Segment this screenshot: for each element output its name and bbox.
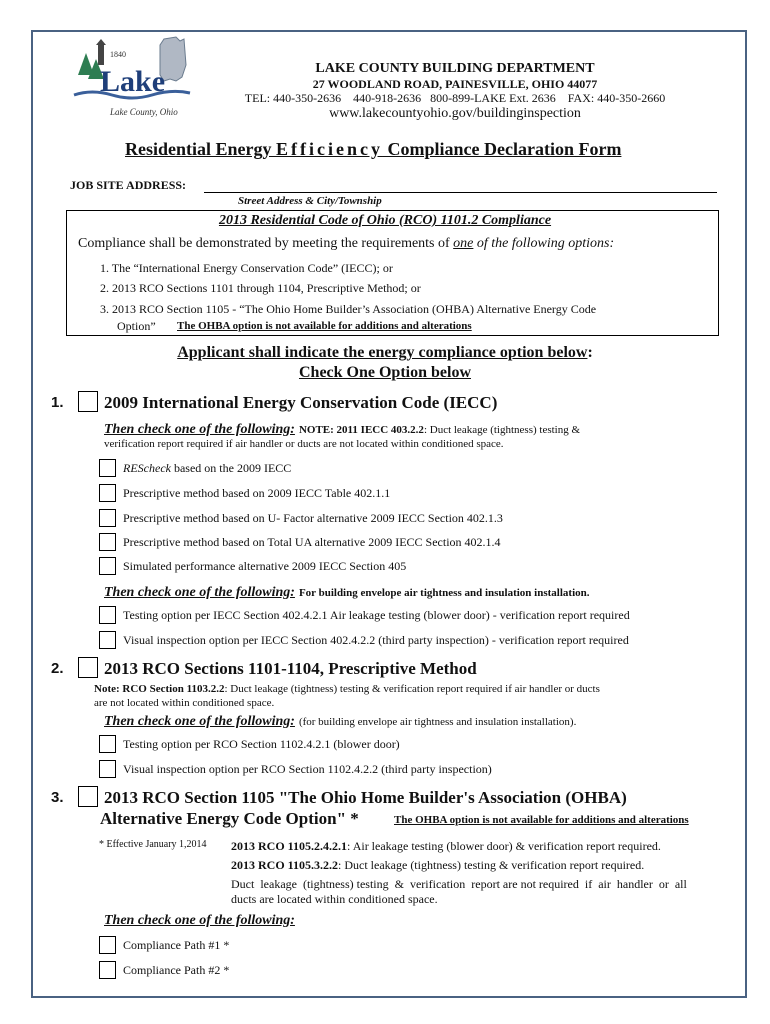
- option-2-number: 2.: [51, 660, 64, 677]
- option-3-requirement-1: 2013 RCO 1105.2.4.2.1: Air leakage testing (blower door) & verification report required.: [231, 839, 661, 853]
- option-1-item-label: Prescriptive method based on Total UA alternative 2009 IECC Section 402.1.4: [123, 535, 501, 549]
- rco-option-2: 2. 2013 RCO Sections 1101 through 1104, Prescriptive Method; or: [100, 281, 421, 295]
- option-3-title-cont: Alternative Energy Code Option" *: [100, 809, 359, 828]
- option-2-item-checkbox[interactable]: [99, 760, 116, 778]
- lake-county-logo: [72, 35, 200, 121]
- option-1-envelope-checkbox[interactable]: [99, 631, 116, 649]
- option-1-item-label: REScheck based on the 2009 IECC: [123, 461, 292, 475]
- option-3-title: 2013 RCO Section 1105 "The Ohio Home Builder's Association (OHBA): [104, 788, 627, 807]
- check-one-instruction: Check One Option below: [298, 364, 471, 381]
- option-3-ohba-note: The OHBA option is not available for additions and alterations: [394, 814, 689, 826]
- option-1-item-label: Simulated performance alternative 2009 IECC Section 405: [123, 559, 407, 573]
- option-1-note-cont: verification report required if air handler or ducts are not located within conditioned space.: [104, 438, 504, 450]
- option-3-requirement-3-cont: ducts are located within conditioned space.: [231, 892, 438, 906]
- option-1-envelope-checkbox[interactable]: [99, 606, 116, 624]
- option-1-item-checkbox[interactable]: [99, 557, 116, 575]
- option-1-envelope-label: Visual inspection option per IECC Section 402.4.2.2 (third party inspection) - verification report required: [123, 633, 629, 647]
- option-1-checkbox[interactable]: [78, 391, 98, 412]
- department-website[interactable]: www.lakecountyohio.gov/buildinginspection: [329, 106, 581, 121]
- logo-year: 1840: [110, 50, 126, 59]
- option-1-item-checkbox[interactable]: [99, 509, 116, 527]
- compliance-statement: Compliance shall be demonstrated by meeting the requirements of one of the following options:: [78, 236, 615, 251]
- option-3-item-checkbox[interactable]: [99, 961, 116, 979]
- rco-box-title: 2013 Residential Code of Ohio (RCO) 1101.2 Compliance: [218, 213, 552, 228]
- option-1-item-checkbox[interactable]: [99, 533, 116, 551]
- option-3-effective-date: * Effective January 1,2014: [99, 839, 207, 850]
- address-underline: [204, 192, 717, 193]
- option-2-item-checkbox[interactable]: [99, 735, 116, 753]
- option-1-then-2: Then check one of the following: For building envelope air tightness and insulation installation.: [104, 585, 590, 600]
- rco-option-3-note: The OHBA option is not available for additions and alterations: [177, 320, 472, 332]
- option-2-item-label: Visual inspection option per RCO Section 1102.4.2.2 (third party inspection): [123, 762, 492, 776]
- option-1-item-label: Prescriptive method based on 2009 IECC Table 402.1.1: [123, 486, 391, 500]
- applicant-instruction: Applicant shall indicate the energy compliance option below:: [177, 344, 593, 361]
- option-2-item-label: Testing option per RCO Section 1102.4.2.1 (blower door): [123, 737, 400, 751]
- logo-caption: Lake County, Ohio: [110, 107, 178, 117]
- option-2-checkbox[interactable]: [78, 657, 98, 678]
- option-1-note: Then check one of the following: NOTE: 2011 IECC 403.2.2: Duct leakage (tightness) testing &: [104, 422, 581, 437]
- option-1-title: 2009 International Energy Conservation Code (IECC): [104, 393, 498, 412]
- option-2-note: Note: RCO Section 1103.2.2: Duct leakage (tightness) testing & verification report required if air handler or ducts: [94, 683, 600, 695]
- option-2-note-cont: are not located within conditioned space.: [94, 697, 275, 709]
- address-caption: Street Address & City/Township: [238, 195, 382, 207]
- option-3-item-label: Compliance Path #1 *: [123, 938, 230, 952]
- option-1-number: 1.: [51, 394, 64, 411]
- option-3-then: Then check one of the following:: [104, 913, 295, 928]
- department-phones: TEL: 440-350-2636 440-918-2636 800-899-LAKE Ext. 2636 FAX: 440-350-2660: [244, 91, 666, 105]
- option-1-item-checkbox[interactable]: [99, 459, 116, 477]
- option-3-item-checkbox[interactable]: [99, 936, 116, 954]
- option-1-item-checkbox[interactable]: [99, 484, 116, 502]
- form-title: Residential Energy Efficiency Compliance Declaration Form: [125, 139, 622, 159]
- option-3-item-label: Compliance Path #2 *: [123, 963, 230, 977]
- option-3-checkbox[interactable]: [78, 786, 98, 807]
- logo-word: Lake: [100, 65, 166, 98]
- job-site-address-input[interactable]: [206, 176, 716, 192]
- option-1-envelope-label: Testing option per IECC Section 402.4.2.1 Air leakage testing (blower door) - verification report required: [123, 608, 630, 622]
- option-3-requirement-2: 2013 RCO 1105.3.2.2: Duct leakage (tightness) testing & verification report required.: [231, 858, 645, 872]
- job-site-label: JOB SITE ADDRESS:: [70, 178, 187, 192]
- option-2-then: Then check one of the following: (for building envelope air tightness and insulation installation).: [104, 714, 577, 729]
- rco-option-3: 3. 2013 RCO Section 1105 - “The Ohio Home Builder’s Association (OHBA) Alternative Energy Code: [100, 302, 597, 316]
- rco-option-1: 1. The “International Energy Conservation Code” (IECC); or: [100, 261, 393, 275]
- option-3-requirement-3: Duct leakage (tightness) testing & verification report are not required if air handler or all: [231, 877, 687, 891]
- rco-option-3-cont: Option”: [117, 319, 156, 333]
- department-address: 27 WOODLAND ROAD, PAINESVILLE, OHIO 44077: [312, 77, 598, 91]
- option-3-number: 3.: [51, 789, 64, 806]
- option-2-title: 2013 RCO Sections 1101-1104, Prescriptive Method: [104, 659, 477, 678]
- department-name: LAKE COUNTY BUILDING DEPARTMENT: [315, 61, 595, 76]
- option-1-item-label: Prescriptive method based on U- Factor alternative 2009 IECC Section 402.1.3: [123, 511, 503, 525]
